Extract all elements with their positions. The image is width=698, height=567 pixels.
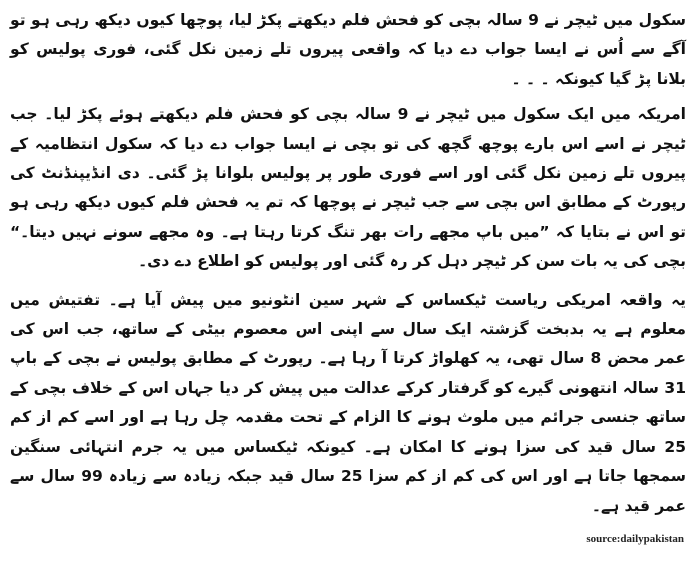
- article-headline: سکول میں ٹیچر نے 9 سالہ بچی کو فحش فلم دیکھتے پکڑ لیا، پوچھا کیوں دیکھ رہی ہو تو آگے سے اُس نے ایسا جواب دے دیا کہ واقعی پیروں تلے زمین نکل گئی، فوری پولیس کو بلانا پڑ گیا کیونکہ ۔ ۔ ۔: [10, 11, 686, 88]
- source-credit: source:dailypakistan: [586, 533, 684, 545]
- article-paragraph-1: امریکہ میں ایک سکول میں ٹیچر نے 9 سالہ بچی کو فحش فلم دیکھتے ہوئے پکڑ لیا۔ جب ٹیچر نے اسے اس بارے پوچھ گچھ کی تو بچی نے ایسا جواب دے دیا کہ سکول انتظامیہ کے پیروں تلے زمین نکل گئی اور اسے فوری طور پر پولیس بلوانا پڑ گئی۔ دی انڈیپنڈنٹ کی رپورٹ کے مطابق اس بچی سے جب ٹیچر نے پوچھا کہ تم یہ فحش فلم کیوں دیکھ رہی ہو تو اس نے بتایا کہ ”میں باپ مجھے رات بھر تنگ کرتا رہتا ہے۔ وہ مجھے سونے نہیں دیتا۔“ بچی کی یہ بات سن کر ٹیچر دہل کر رہ گئی اور پولیس کو اطلاع دے دی۔: [10, 105, 686, 271]
- article-paragraph-2: یہ واقعہ امریکی ریاست ٹیکساس کے شہر سین انٹونیو میں پیش آیا ہے۔ تفتیش میں معلوم ہے یہ بدبخت گزشتہ ایک سال سے اپنی اس معصوم بیٹی کے ساتھ، جب اس کی عمر محض 8 سال تھی، یہ کھلواڑ کرتا آ رہا ہے۔ رپورٹ کے مطابق پولیس نے بچی کے باپ 31 سالہ انتھونی گیرے کو گرفتار کرکے عدالت میں پیش کر دیا جہاں اس کے خلاف بچی کے ساتھ جنسی جرائم میں ملوث ہونے کا الزام کے تحت مقدمہ چل رہا ہے اور اسے کم از کم 25 سال قید کی سزا ہونے کا امکان ہے۔ کیونکہ ٹیکساس میں یہ جرم انتہائی سنگین سمجھا جاتا ہے اور اس کی کم از کم سزا 25 سال قید جبکہ زیادہ سے زیادہ 99 سال سے عمر قید ہے۔: [10, 290, 686, 515]
